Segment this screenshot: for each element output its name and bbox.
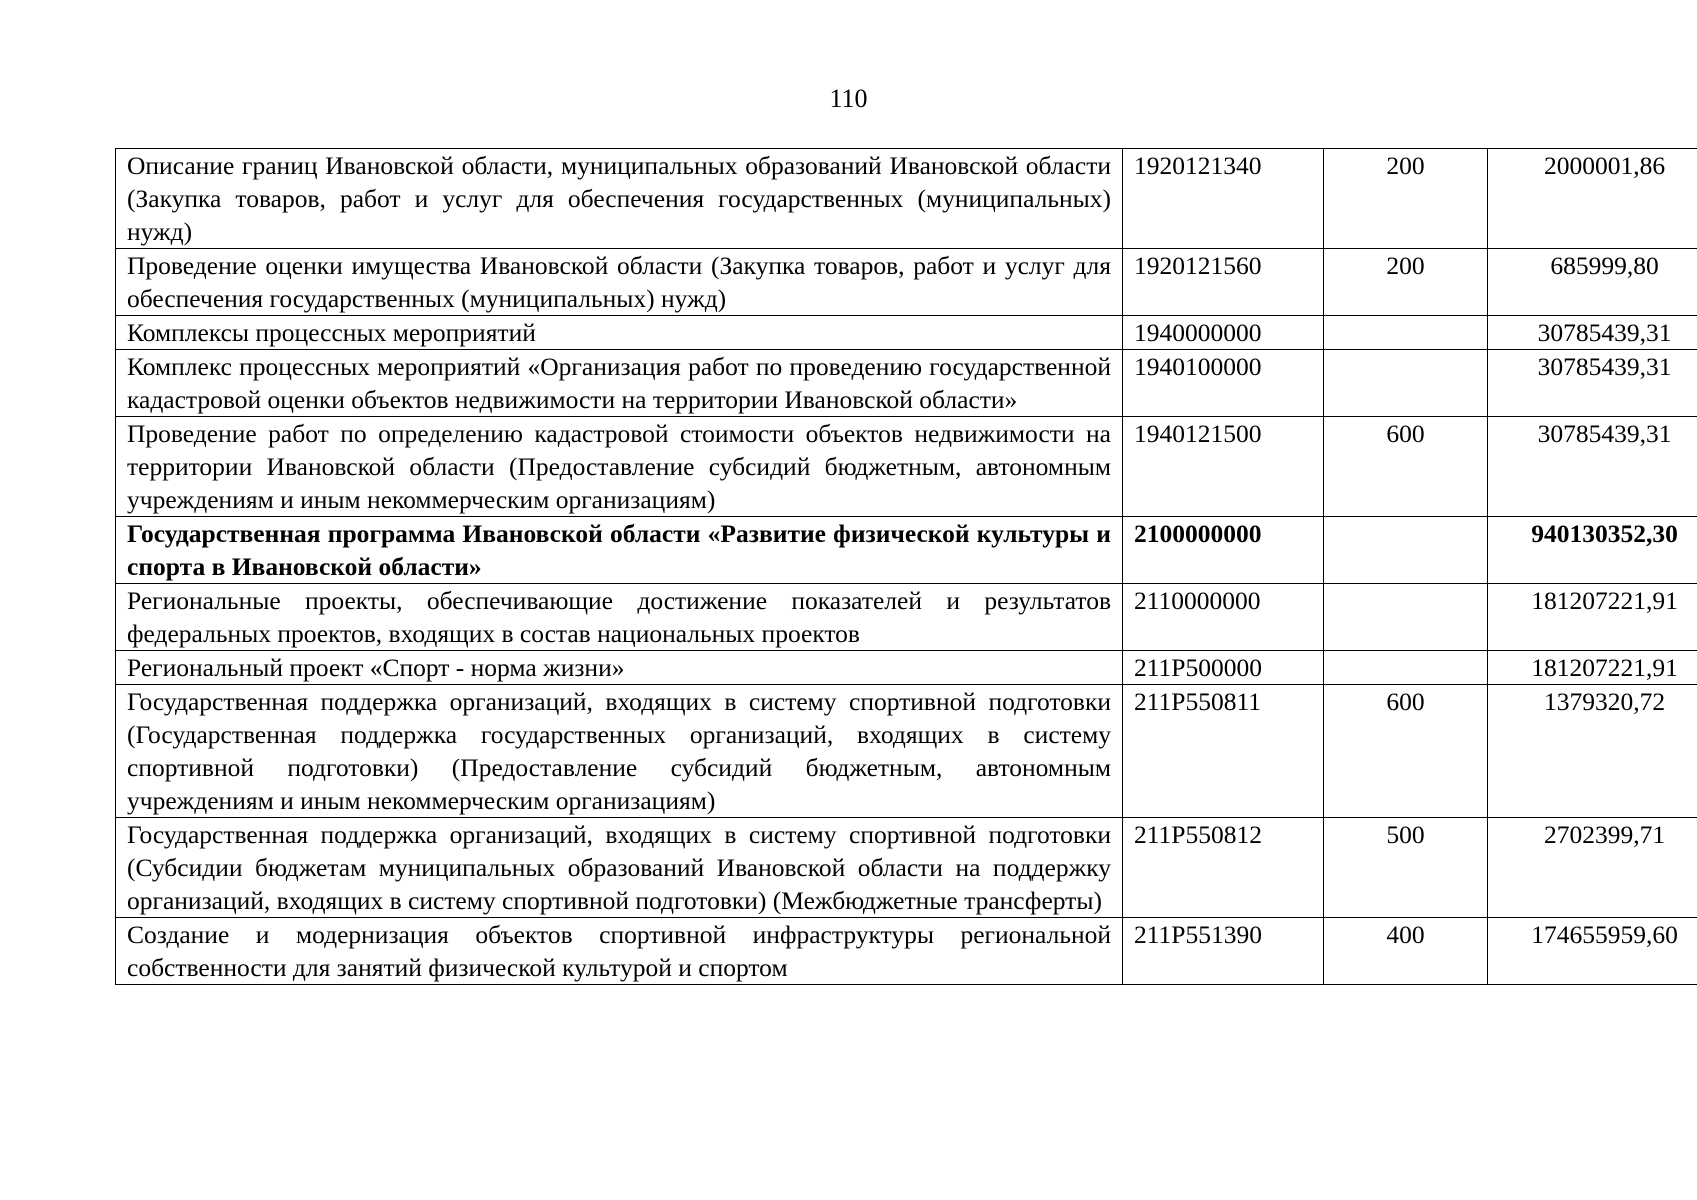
row-sum: 2000001,86: [1488, 149, 1697, 249]
table-row: [116, 584, 1697, 651]
row-expense-type: 600: [1324, 685, 1488, 818]
row-sum: 181207221,91: [1488, 651, 1697, 685]
table-row: [116, 651, 1697, 685]
row-name: Региональный проект «Спорт - норма жизни»: [116, 651, 1123, 685]
table-row: [116, 149, 1697, 249]
row-code: 1940121500: [1123, 417, 1324, 517]
row-expense-type: [1324, 316, 1488, 350]
table-row: [116, 685, 1697, 818]
row-sum: 181207221,91: [1488, 584, 1697, 651]
row-sum: 30785439,31: [1488, 350, 1697, 417]
table-row: [116, 417, 1697, 517]
row-sum: 30785439,31: [1488, 417, 1697, 517]
row-code: 1940100000: [1123, 350, 1324, 417]
row-code: 2100000000: [1123, 517, 1324, 584]
row-expense-type: 200: [1324, 249, 1488, 316]
row-code: 1940000000: [1123, 316, 1324, 350]
row-sum: 1379320,72: [1488, 685, 1697, 818]
row-name-cell: [116, 918, 1123, 985]
table-row: [116, 249, 1697, 316]
row-name: Создание и модернизация объектов спортивной инфраструктуры региональной собственности для занятий физической культурой и спортом: [127, 920, 1111, 982]
row-name: Государственная программа Ивановской области «Развитие физической культуры и спорта в Ивановской области»: [116, 517, 1123, 584]
row-code: 1920121560: [1123, 249, 1324, 316]
row-sum: 940130352,30: [1488, 517, 1697, 584]
row-expense-type: 400: [1324, 918, 1488, 985]
row-name: Проведение работ по определению кадастровой стоимости объектов недвижимости на территории Ивановской области (Предоставление субсидий бюджетным, автономным учреждениям и иным некоммерческим организациям): [116, 417, 1123, 517]
table-row: [116, 316, 1697, 350]
table-row: [116, 818, 1697, 918]
row-code: 211P500000: [1123, 651, 1324, 685]
row-name: Комплексы процессных мероприятий: [116, 316, 1123, 350]
row-name: Проведение оценки имущества Ивановской области (Закупка товаров, работ и услуг для обеспечения государственных (муниципальных) нужд): [116, 249, 1123, 316]
row-name: Государственная поддержка организаций, входящих в систему спортивной подготовки (Субсидии бюджетам муниципальных образований Ивановской области на поддержку организаций, входящих в систему спортивной подготовки) (Межбюджетные трансферты): [116, 818, 1123, 918]
row-code: 1920121340: [1123, 149, 1324, 249]
row-expense-type: [1324, 350, 1488, 417]
row-name: Комплекс процессных мероприятий «Организация работ по проведению государственной кадастровой оценки объектов недвижимости на территории Ивановской области»: [116, 350, 1123, 417]
row-code: 211P550811: [1123, 685, 1324, 818]
row-sum: 30785439,31: [1488, 316, 1697, 350]
row-code: 211P551390: [1123, 918, 1324, 985]
budget-table: [115, 148, 1697, 985]
row-name: Описание границ Ивановской области, муниципальных образований Ивановской области (Закупка товаров, работ и услуг для обеспечения государственных (муниципальных) нужд): [116, 149, 1123, 249]
page-number: 110: [829, 84, 868, 113]
row-expense-type: [1324, 584, 1488, 651]
row-expense-type: 600: [1324, 417, 1488, 517]
table-row: [116, 350, 1697, 417]
row-sum: 174655959,60: [1488, 918, 1697, 985]
row-sum: 685999,80: [1488, 249, 1697, 316]
row-expense-type: [1324, 651, 1488, 685]
row-code: 2110000000: [1123, 584, 1324, 651]
row-expense-type: 500: [1324, 818, 1488, 918]
row-code: 211P550812: [1123, 818, 1324, 918]
table-row-continued: [116, 918, 1697, 985]
row-name: Региональные проекты, обеспечивающие достижение показателей и результатов федеральных проектов, входящих в состав национальных проектов: [116, 584, 1123, 651]
row-name: Государственная поддержка организаций, входящих в систему спортивной подготовки (Государственная поддержка государственных организаций, входящих в систему спортивной подготовки) (Предоставление субсидий бюджетным, автономным учреждениям и иным некоммерческим организациям): [116, 685, 1123, 818]
row-expense-type: 200: [1324, 149, 1488, 249]
row-sum: 2702399,71: [1488, 818, 1697, 918]
row-expense-type: [1324, 517, 1488, 584]
table-row-program-total: [116, 517, 1697, 584]
